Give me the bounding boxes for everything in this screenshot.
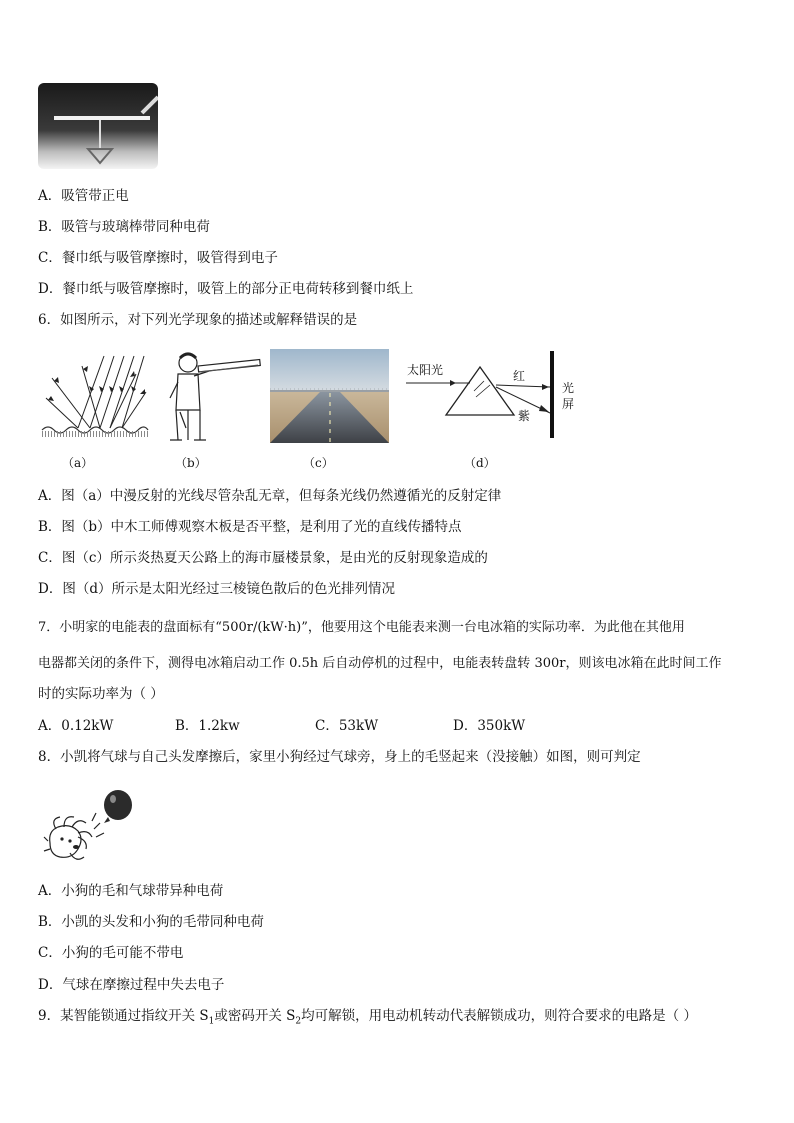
q7-stem-line-3: 时的实际功率为（ ） (38, 686, 164, 702)
q9-stem-part-a: 9．某智能锁通过指纹开关 S (38, 1008, 209, 1024)
q8-stem: 8．小凯将气球与自己头发摩擦后，家里小狗经过气球旁，身上的毛竖起来（没接触）如图，则可判定 (38, 749, 641, 765)
q5-option-d: D．餐巾纸与吸管摩擦时，吸管上的部分正电荷转移到餐巾纸上 (38, 281, 414, 297)
straw-pivot-photo (38, 83, 158, 169)
q6-option-d: D．图（d）所示是太阳光经过三棱镜色散后的色光排列情况 (38, 581, 395, 597)
caption-c: （c） (303, 456, 334, 470)
puppy-balloon-illustration (42, 783, 138, 867)
q5-option-c: C．餐巾纸与吸管摩擦时，吸管得到电子 (38, 250, 278, 266)
q6-stem: 6．如图所示，对下列光学现象的描述或解释错误的是 (38, 312, 358, 328)
diffuse-reflection-diagram (38, 352, 150, 442)
q9-stem (38, 1006, 764, 1032)
caption-b: （b） (175, 456, 207, 470)
q9-stem-part-b: 或密码开关 S (214, 1008, 296, 1024)
q7-option-b: B．1.2kw (175, 718, 240, 734)
q7-stem-line-1: 7．小明家的电能表的盘面标有“500r/(kW·h)”，他要用这个电能表来测一台电冰箱的实际功率．为此他在其他用 (38, 620, 685, 635)
sunlight-label: 太阳光 (407, 363, 444, 377)
red-label: 红 (513, 369, 526, 383)
q6-option-b: B．图（b）中木工师傅观察木板是否平整，是利用了光的直线传播特点 (38, 519, 462, 535)
q8-option-d: D．气球在摩擦过程中失去电子 (38, 977, 225, 993)
caption-a: （a） (62, 456, 94, 470)
q9-stem-part-c: 均可解锁，用电动机转动代表解锁成功，则符合要求的电路是（ ） (301, 1008, 697, 1024)
q7-option-a: A．0.12kW (38, 718, 114, 734)
q5-option-b: B．吸管与玻璃棒带同种电荷 (38, 219, 210, 235)
q6-option-a: A．图（a）中漫反射的光线尽管杂乱无章，但每条光线仍然遵循光的反射定律 (38, 488, 502, 504)
q8-option-c: C．小狗的毛可能不带电 (38, 945, 184, 961)
q6-option-c: C．图（c）所示炎热夏天公路上的海市蜃楼景象，是由光的反射现象造成的 (38, 550, 488, 566)
q7-option-d: D．350kW (453, 718, 526, 734)
screen-label-2: 屏 (562, 397, 575, 411)
q9-subscript-1: 1 (208, 1016, 215, 1027)
q8-option-b: B．小凯的头发和小狗的毛带同种电荷 (38, 914, 264, 930)
caption-d: （d） (464, 456, 496, 470)
mirage-road-photo (270, 349, 389, 443)
q9-subscript-2: 2 (295, 1016, 302, 1027)
prism-dispersion-diagram (400, 347, 590, 443)
violet-label: 紫 (518, 409, 531, 423)
q7-options (38, 716, 764, 736)
carpenter-sighting-diagram (160, 350, 262, 442)
screen-label-1: 光 (562, 381, 575, 395)
q7-stem-line-2: 电器都关闭的条件下，测得电冰箱启动工作 0.5h 后自动停机的过程中，电能表转盘转 300r，则该电冰箱在此时间工作 (38, 656, 722, 671)
q5-option-a: A．吸管带正电 (38, 188, 129, 204)
q8-option-a: A．小狗的毛和气球带异种电荷 (38, 883, 224, 899)
q7-option-c: C．53kW (315, 718, 379, 734)
